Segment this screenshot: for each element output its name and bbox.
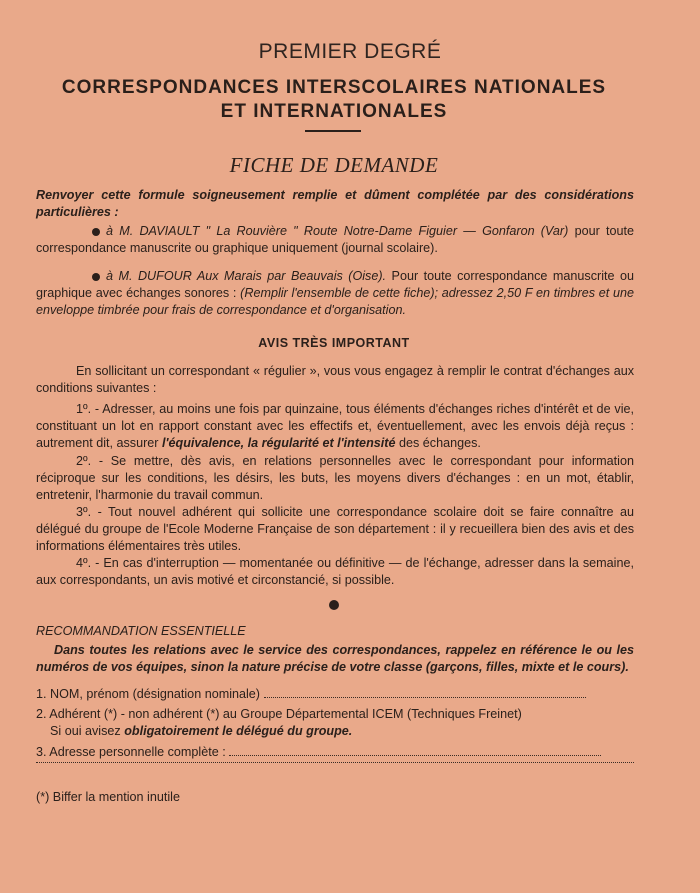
field-name-input-line[interactable]: [264, 687, 586, 698]
field-membership: [36, 706, 634, 740]
condition-1-text-a: 1º. - Adresser, au moins une fois par quinzaine, tous éléments d'échanges riches d'intérêt et de vie, constituant un lot en rapport constant avec les effectifs et, éventuellement, avec les envois déjà reçus : autrement dit, assurer: [36, 402, 634, 450]
address-2-plain: Pour toute correspondance manuscrite ou graphique avec échanges sonores :: [36, 269, 635, 300]
condition-4: 4º. - En cas d'interruption — momentanée ou définitive — de l'échange, adresser dans la semaine, aux correspondants, un avis motivé et circonstancié, si possible.: [36, 556, 634, 587]
address-1-rest: pour toute correspondance manuscrite ou graphique uniquement (journal scolaire).: [36, 224, 635, 255]
condition-2: 2º. - Se mettre, dès avis, en relations personnelles avec le correspondant pour information réciproque sur les conditions, les désirs, les buts, les moyens divers d'échanges : en un mot, établir, entretenir, l'harmonie du travail commun.: [36, 454, 634, 502]
field-membership-note-plain: Si oui avisez: [50, 724, 125, 738]
address-2-lead: à M. DUFOUR Aux Marais par Beauvais (Oise).: [106, 269, 387, 283]
field-name-label: 1. NOM, prénom (désignation nominale): [36, 687, 260, 701]
field-membership-label: 2. Adhérent (*) - non adhérent (*) au Groupe Départemental ICEM (Techniques Freinet): [36, 707, 522, 721]
field-address-input-line[interactable]: [229, 745, 601, 756]
field-membership-note: [36, 723, 634, 740]
recommendation-title: RECOMMANDATION ESSENTIELLE: [36, 624, 246, 638]
address-block-2: [36, 268, 634, 319]
subtitle-line-1: CORRESPONDANCES INTERSCOLAIRES NATIONALES: [61, 77, 607, 98]
bullet-icon: [92, 273, 100, 281]
field-name: [36, 686, 634, 703]
page-title: PREMIER DEGRÉ: [258, 40, 442, 63]
intro-text: Renvoyer cette formule soigneusement remplie et dûment complétée par des considérations particulières :: [36, 188, 634, 219]
page-subtitle: [0, 76, 668, 124]
condition-1-text-c: des échanges.: [395, 436, 481, 450]
condition-1-emphasis: l'équivalence, la régularité et l'intensité: [162, 436, 396, 450]
field-address: [36, 744, 634, 761]
field-address-label: 3. Adresse personnelle complète :: [36, 745, 226, 759]
address-2-italic: (Remplir l'ensemble de cette fiche); adressez 2,50 F en timbres et une enveloppe timbrée pour frais de correspondance et d'organisation.: [36, 286, 634, 317]
field-address-extra-line[interactable]: [36, 762, 634, 763]
condition-3: 3º. - Tout nouvel adhérent qui sollicite une correspondance scolaire doit se faire connaître au délégué du groupe de l'Ecole Moderne Française de son département : il y recueillera bien des avis et des informations élémentaires très utiles.: [36, 505, 634, 553]
address-block-1: [36, 223, 634, 257]
subtitle-line-2: ET INTERNATIONALES: [220, 101, 448, 122]
notice-intro: En sollicitant un correspondant « régulier », vous vous engagez à remplir le contrat d'échanges aux conditions suivantes :: [36, 364, 634, 395]
footnote: (*) Biffer la mention inutile: [36, 790, 180, 804]
bullet-icon: [92, 228, 100, 236]
recommendation-text: Dans toutes les relations avec le service des correspondances, rappelez en référence le ou les numéros de vos équipes, sinon la nature précise de votre classe (garçons, filles, mixte et le cours).: [36, 643, 634, 674]
section-separator-dot: [329, 600, 339, 610]
field-membership-note-italic: obligatoirement le délégué du groupe.: [124, 724, 353, 738]
form-title: FICHE DE DEMANDE: [229, 153, 439, 177]
condition-1: [36, 401, 634, 452]
title-divider: [305, 130, 361, 132]
address-1-lead: à M. DAVIAULT " La Rouvière " Route Notre-Dame Figuier — Gonfaron (Var): [106, 224, 569, 238]
notice-heading: AVIS TRÈS IMPORTANT: [258, 336, 410, 350]
